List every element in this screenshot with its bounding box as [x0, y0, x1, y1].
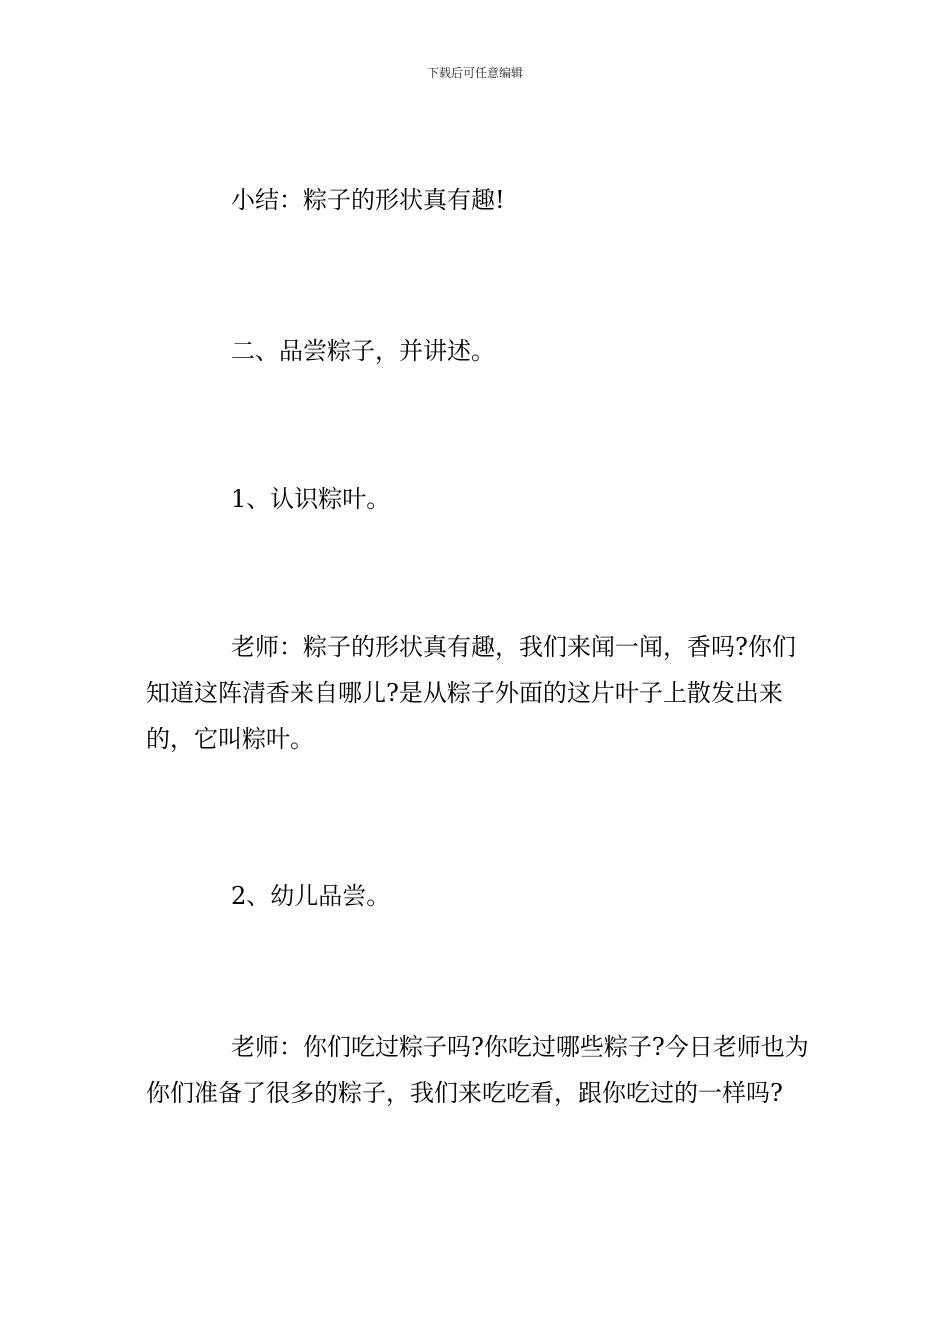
summary-paragraph: 小结：粽子的形状真有趣!	[231, 186, 505, 214]
page-header: 下载后可任意编辑	[426, 66, 523, 80]
subsection-heading-1: 1、认识粽叶。	[231, 485, 391, 513]
subsection-heading-2: 2、幼儿品尝。	[231, 882, 391, 910]
teacher-paragraph-2: 老师：你们吃过粽子吗?你吃过哪些粽子?今日老师也为你们准备了很多的粽子，我们来吃吃看，跟你吃过的一样吗?	[146, 1033, 809, 1107]
teacher-paragraph-1: 老师：粽子的形状真有趣，我们来闻一闻，香吗?你们知道这阵清香来自哪儿?是从粽子外面的这片叶子上散发出来的，它叫粽叶。	[146, 633, 796, 753]
section-heading: 二、品尝粽子，并讲述。	[231, 337, 495, 365]
